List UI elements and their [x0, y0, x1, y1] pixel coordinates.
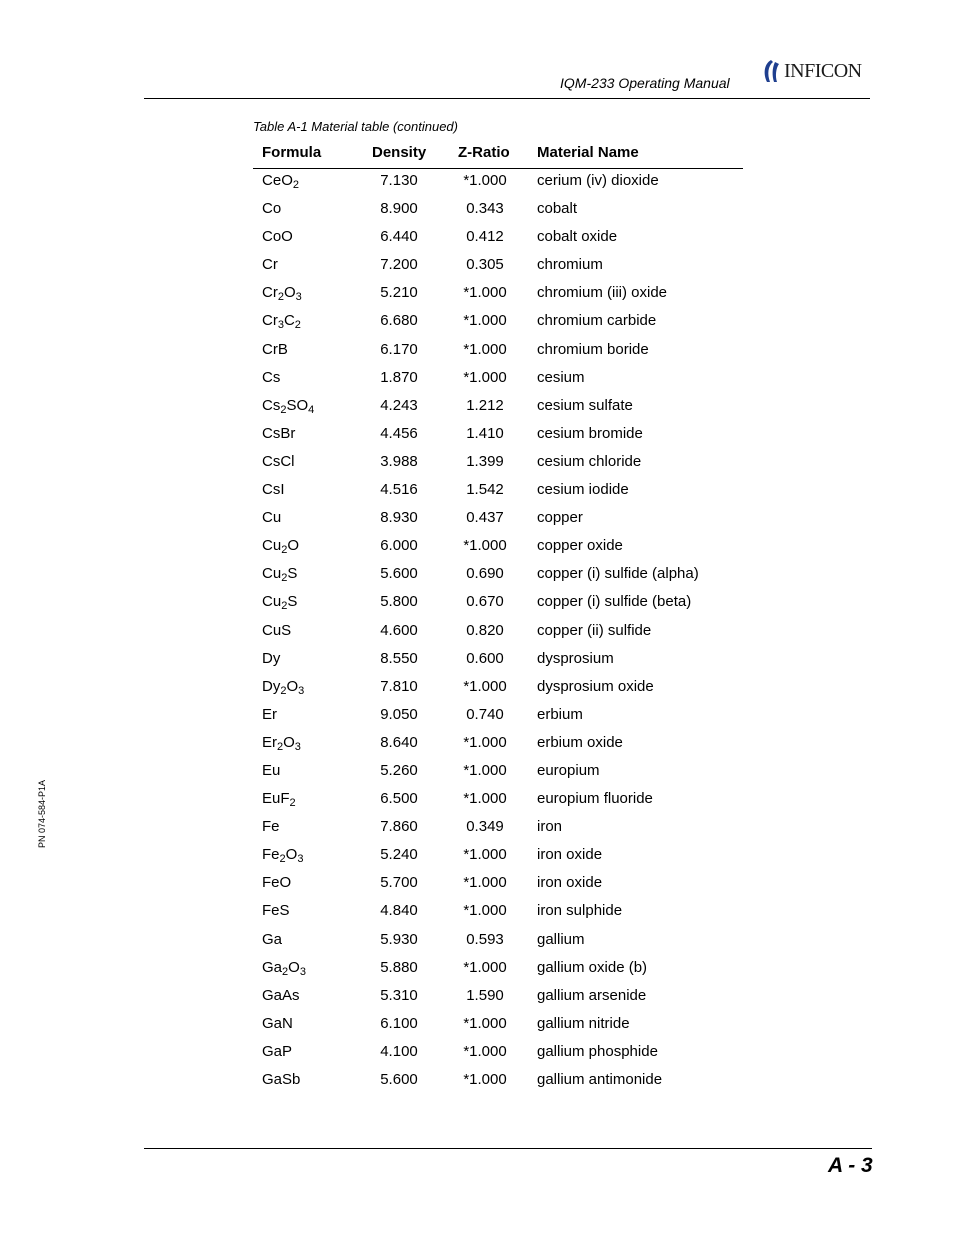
formula-element: EuF	[262, 790, 290, 808]
manual-title: IQM-233 Operating Manual	[560, 75, 730, 91]
z-ratio-cell: *1.000	[463, 958, 507, 976]
formula-subscript: 2	[277, 740, 284, 753]
material-name-cell: europium	[537, 761, 600, 779]
material-name-cell: gallium nitride	[537, 1014, 630, 1032]
material-name-cell: copper (i) sulfide (alpha)	[537, 565, 699, 583]
z-ratio-cell: *1.000	[463, 790, 507, 808]
z-ratio-cell: *1.000	[463, 733, 507, 751]
formula-element: CsBr	[262, 424, 296, 442]
z-ratio-cell: 0.305	[466, 256, 504, 274]
inficon-logo-icon	[760, 58, 782, 84]
formula-cell	[262, 706, 277, 723]
formula-subscript: 2	[279, 853, 286, 866]
formula-subscript: 2	[280, 684, 287, 697]
z-ratio-cell: *1.000	[463, 284, 507, 302]
table-row	[253, 647, 743, 675]
formula-element: Dy	[262, 677, 281, 695]
formula-cell	[262, 790, 296, 810]
footer-rule	[144, 1148, 872, 1149]
table-row	[253, 759, 743, 787]
density-cell: 6.500	[380, 790, 418, 808]
formula-element: CoO	[262, 228, 293, 246]
table-row	[253, 899, 743, 927]
density-cell: 9.050	[380, 705, 418, 723]
density-cell: 5.600	[380, 565, 418, 583]
density-cell: 5.700	[380, 874, 418, 892]
table-row	[253, 281, 743, 309]
z-ratio-cell: 1.590	[466, 986, 504, 1004]
material-name-cell: cesium iodide	[537, 481, 629, 499]
formula-cell	[262, 762, 280, 779]
table-row	[253, 394, 743, 422]
density-cell: 5.310	[380, 986, 418, 1004]
density-cell: 8.550	[380, 649, 418, 667]
density-cell: 5.260	[380, 761, 418, 779]
table-row	[253, 366, 743, 394]
formula-cell	[262, 509, 281, 526]
z-ratio-cell: *1.000	[463, 846, 507, 864]
table-row	[253, 225, 743, 253]
formula-cell	[262, 959, 306, 976]
table-row	[253, 450, 743, 478]
formula-element: O	[283, 733, 295, 751]
material-name-cell: chromium	[537, 256, 603, 274]
material-name-cell: cobalt oxide	[537, 228, 618, 246]
material-name-cell: copper	[537, 509, 583, 527]
table-row	[253, 590, 743, 618]
z-ratio-cell: *1.000	[463, 537, 507, 555]
density-cell: 7.810	[380, 677, 418, 695]
density-cell: 4.840	[380, 902, 418, 920]
density-cell: 8.640	[380, 733, 418, 751]
inficon-logo	[760, 58, 862, 84]
table-row	[253, 338, 743, 366]
z-ratio-cell: *1.000	[463, 677, 507, 695]
formula-cell	[262, 902, 290, 919]
formula-element: CuS	[262, 621, 292, 639]
formula-element: O	[286, 677, 299, 695]
column-header-material-name: Material Name	[537, 144, 639, 161]
table-caption: Table A-1 Material table (continued)	[253, 119, 458, 134]
material-name-cell: chromium boride	[537, 340, 649, 358]
formula-cell	[262, 256, 278, 273]
z-ratio-cell: 0.690	[466, 565, 504, 583]
formula-element: FeO	[262, 874, 292, 892]
density-cell: 4.456	[380, 424, 418, 442]
formula-subscript: 2	[281, 600, 288, 613]
density-cell: 6.000	[380, 537, 418, 555]
material-name-cell: copper (ii) sulfide	[537, 621, 652, 639]
formula-subscript: 3	[295, 291, 302, 304]
formula-cell	[262, 397, 314, 414]
formula-cell	[262, 1015, 293, 1032]
material-name-cell: cesium chloride	[537, 452, 642, 470]
table-row	[253, 956, 743, 984]
density-cell: 3.988	[380, 452, 418, 470]
formula-element: O	[283, 284, 296, 302]
table-row	[253, 169, 743, 197]
formula-element: CsCl	[262, 452, 295, 470]
formula-cell	[262, 650, 280, 667]
density-cell: 5.930	[380, 930, 418, 948]
z-ratio-cell: *1.000	[463, 368, 507, 386]
table-row	[253, 984, 743, 1012]
formula-element: Cr	[262, 256, 278, 274]
table-row	[253, 843, 743, 871]
z-ratio-cell: 1.399	[466, 452, 504, 470]
formula-element: O	[281, 172, 293, 189]
z-ratio-cell: *1.000	[463, 902, 507, 920]
table-row	[253, 815, 743, 843]
formula-cell	[262, 846, 304, 866]
formula-cell	[262, 284, 302, 304]
z-ratio-cell: 0.412	[466, 228, 504, 246]
material-name-cell: dysprosium	[537, 649, 614, 667]
z-ratio-cell: *1.000	[463, 874, 507, 892]
density-cell: 1.870	[380, 368, 418, 386]
table-row	[253, 619, 743, 647]
table-row	[253, 1040, 743, 1068]
table-row	[253, 253, 743, 281]
z-ratio-cell: 0.349	[466, 818, 504, 836]
density-cell: 6.100	[380, 1014, 418, 1032]
table-row	[253, 197, 743, 225]
formula-subscript: 2	[282, 965, 289, 978]
z-ratio-cell: 1.212	[466, 396, 504, 414]
material-name-cell: cesium sulfate	[537, 396, 633, 414]
density-cell: 6.440	[380, 228, 418, 246]
formula-element: Ce	[262, 172, 282, 189]
z-ratio-cell: 1.410	[466, 424, 504, 442]
density-cell: 4.516	[380, 481, 418, 499]
column-header-formula: Formula	[262, 144, 322, 161]
density-cell: 5.880	[380, 958, 418, 976]
formula-element: O	[285, 846, 298, 864]
formula-element: Eu	[262, 761, 281, 779]
material-name-cell: copper (i) sulfide (beta)	[537, 593, 692, 611]
density-cell: 6.170	[380, 340, 418, 358]
formula-element: GaSb	[262, 1071, 301, 1088]
density-cell: 8.930	[380, 509, 418, 527]
formula-element: Cu	[262, 593, 282, 611]
material-name-cell: cesium	[537, 368, 585, 386]
z-ratio-cell: 0.343	[466, 200, 504, 218]
formula-cell	[262, 228, 293, 245]
table-row	[253, 731, 743, 759]
material-name-cell: chromium carbide	[537, 312, 657, 330]
material-name-cell: gallium oxide (b)	[537, 958, 648, 976]
table-row	[253, 422, 743, 450]
table-row	[253, 309, 743, 337]
material-name-cell: gallium	[537, 930, 585, 948]
formula-cell	[262, 678, 304, 695]
formula-element: Er	[262, 705, 277, 723]
material-name-cell: erbium oxide	[537, 733, 623, 751]
formula-subscript: 3	[297, 853, 304, 866]
formula-subscript: 3	[277, 319, 284, 332]
table-row	[253, 928, 743, 956]
formula-cell	[262, 537, 299, 557]
material-name-cell: iron oxide	[537, 846, 603, 864]
formula-element: Cr	[262, 312, 278, 330]
formula-element: Er	[262, 733, 277, 751]
formula-subscript: 3	[299, 965, 306, 978]
formula-element: Fe	[262, 818, 280, 836]
material-name-cell: cobalt	[537, 200, 578, 218]
material-name-cell: cesium bromide	[537, 424, 643, 442]
formula-subscript: 3	[298, 684, 305, 697]
formula-cell	[262, 172, 299, 189]
formula-cell	[262, 341, 288, 358]
density-cell: 5.240	[380, 846, 418, 864]
density-cell: 7.200	[380, 256, 418, 274]
header-rule	[144, 98, 870, 99]
formula-element: O	[287, 537, 299, 555]
material-name-cell: iron	[537, 818, 563, 836]
z-ratio-cell: *1.000	[463, 1071, 507, 1088]
formula-subscript: 2	[277, 291, 284, 304]
formula-subscript: 2	[292, 179, 299, 191]
formula-subscript: 3	[294, 740, 301, 753]
z-ratio-cell: 0.740	[466, 705, 504, 723]
formula-cell	[262, 874, 291, 891]
z-ratio-cell: *1.000	[463, 1042, 507, 1060]
formula-subscript: 2	[289, 797, 296, 810]
table-row	[253, 506, 743, 534]
table-row	[253, 562, 743, 590]
logo-text: INFICON	[784, 59, 862, 82]
formula-cell	[262, 987, 300, 1004]
formula-element: S	[287, 565, 298, 583]
density-cell: 7.130	[380, 172, 418, 189]
material-name-cell: gallium phosphide	[537, 1042, 658, 1060]
table-row	[253, 675, 743, 703]
formula-element: Ga	[262, 958, 283, 976]
formula-cell	[262, 1043, 292, 1060]
formula-cell	[262, 425, 295, 442]
formula-subscript: 2	[281, 544, 288, 557]
formula-cell	[262, 565, 298, 585]
part-number-label: PN 074-584-P1A	[37, 779, 47, 848]
z-ratio-cell: 0.600	[466, 649, 504, 667]
formula-subscript: 2	[280, 403, 287, 416]
material-table-body	[253, 169, 743, 1096]
formula-element: SO	[286, 396, 309, 414]
density-cell: 4.243	[380, 396, 418, 414]
formula-cell	[262, 1071, 300, 1088]
formula-cell	[262, 734, 301, 751]
z-ratio-cell: 1.542	[466, 481, 504, 499]
density-cell: 5.800	[380, 593, 418, 611]
formula-element: S	[287, 593, 298, 611]
formula-element: GaAs	[262, 986, 300, 1004]
formula-element: Ga	[262, 930, 283, 948]
material-name-cell: cerium (iv) dioxide	[537, 172, 659, 189]
formula-cell	[262, 481, 285, 498]
formula-element: Dy	[262, 649, 281, 667]
formula-cell	[262, 369, 280, 386]
formula-element: CrB	[262, 340, 288, 358]
formula-cell	[262, 593, 298, 613]
table-row	[253, 1068, 743, 1096]
formula-element: Cu	[262, 537, 282, 555]
formula-cell	[262, 818, 280, 835]
z-ratio-cell: 0.593	[466, 930, 504, 948]
formula-element: Fe	[262, 846, 280, 864]
formula-cell	[262, 622, 291, 639]
formula-element: Cs	[262, 368, 281, 386]
material-name-cell: gallium arsenide	[537, 986, 647, 1004]
column-header-density: Density	[372, 144, 427, 161]
z-ratio-cell: *1.000	[463, 1014, 507, 1032]
material-name-cell: dysprosium oxide	[537, 677, 654, 695]
density-cell: 4.100	[380, 1042, 418, 1060]
formula-cell	[262, 312, 301, 332]
z-ratio-cell: 0.670	[466, 593, 504, 611]
formula-element: GaP	[262, 1042, 293, 1060]
density-cell: 5.210	[380, 284, 418, 302]
density-cell: 6.680	[380, 312, 418, 330]
formula-element: Co	[262, 200, 282, 218]
z-ratio-cell: *1.000	[463, 761, 507, 779]
formula-element: GaN	[262, 1014, 293, 1032]
formula-element: Cu	[262, 565, 282, 583]
z-ratio-cell: 0.820	[466, 621, 504, 639]
formula-cell	[262, 453, 295, 470]
material-name-cell: iron oxide	[537, 874, 603, 892]
formula-element: CsI	[262, 481, 285, 499]
material-name-cell: europium fluoride	[537, 790, 653, 808]
density-cell: 4.600	[380, 621, 418, 639]
material-name-cell: erbium	[537, 705, 583, 723]
material-name-cell: iron sulphide	[537, 902, 623, 920]
page-number: A - 3	[828, 1154, 873, 1177]
density-cell: 7.860	[380, 818, 418, 836]
material-name-cell: copper oxide	[537, 537, 623, 555]
table-row	[253, 1012, 743, 1040]
density-cell: 5.600	[380, 1071, 418, 1088]
formula-element: Cr	[262, 284, 278, 302]
formula-cell	[262, 931, 282, 948]
formula-element: Cu	[262, 509, 282, 527]
z-ratio-cell: *1.000	[463, 340, 507, 358]
table-row	[253, 478, 743, 506]
z-ratio-cell: *1.000	[463, 172, 507, 189]
density-cell: 8.900	[380, 200, 418, 218]
table-row	[253, 871, 743, 899]
formula-element: FeS	[262, 902, 290, 920]
column-header-z-ratio: Z-Ratio	[458, 144, 510, 161]
table-row	[253, 703, 743, 731]
material-name-cell: gallium antimonide	[537, 1071, 663, 1088]
formula-cell	[262, 200, 281, 217]
formula-subscript: 2	[294, 319, 301, 332]
z-ratio-cell: *1.000	[463, 312, 507, 330]
table-row	[253, 787, 743, 815]
material-name-cell: chromium (iii) oxide	[537, 284, 668, 302]
formula-subscript: 4	[308, 403, 315, 416]
formula-element: O	[288, 958, 300, 976]
formula-subscript: 2	[281, 572, 288, 585]
z-ratio-cell: 0.437	[466, 509, 504, 527]
table-row	[253, 534, 743, 562]
formula-element: Cs	[262, 396, 281, 414]
formula-element: C	[283, 312, 295, 330]
